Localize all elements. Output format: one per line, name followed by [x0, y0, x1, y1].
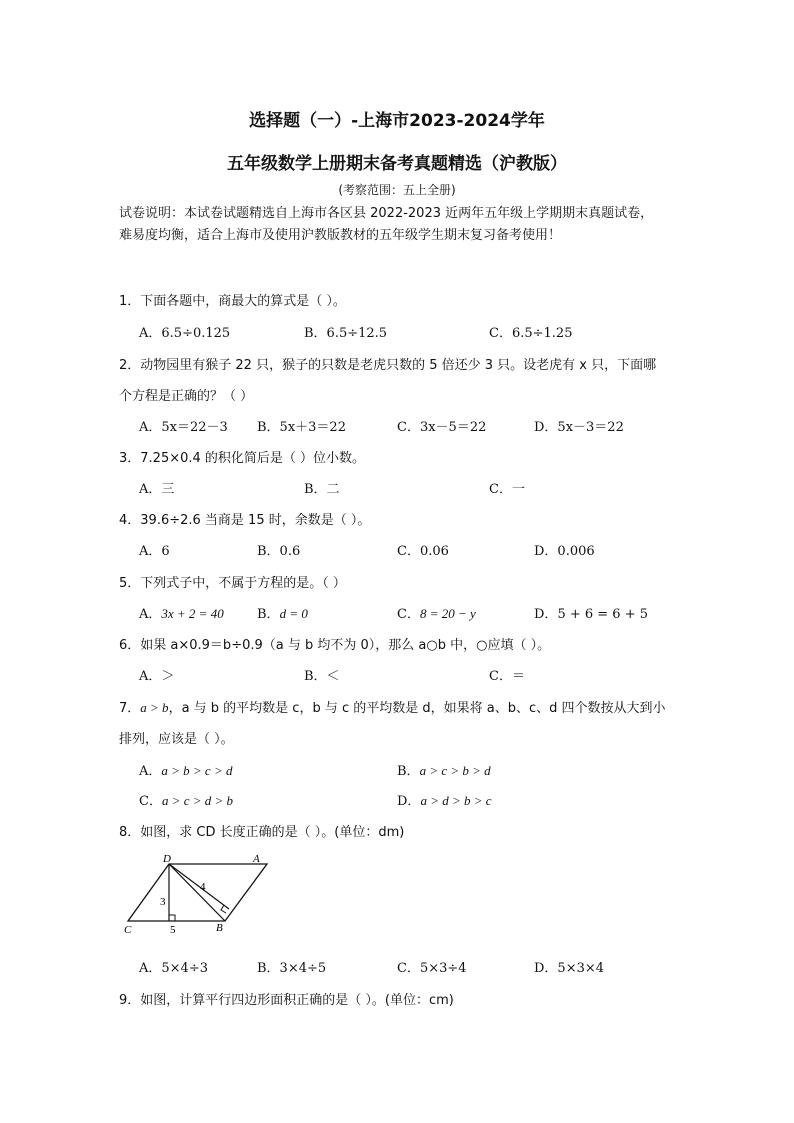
label-a: A — [253, 853, 260, 865]
q5-option-c[interactable] — [397, 603, 476, 622]
q5-option-d-expr: 5 + 6 = 6 + 5 — [557, 607, 648, 622]
q5-option-b[interactable] — [257, 603, 308, 622]
q8-parallelogram-figure — [120, 850, 280, 938]
intro-line-2: 难易度均衡，适合上海市及使用沪教版教材的五年级学生期末复习备考使用！ — [119, 228, 562, 243]
label-c: C — [124, 924, 132, 936]
q5-option-b-expr: d = 0 — [279, 606, 308, 621]
question-2-line-1: 2．动物园里有猴子 22 只，猴子的只数是老虎只数的 5 倍还少 3 只。设老虎有 x 只，下面哪 — [119, 358, 657, 373]
q8-option-d[interactable]: D．5×3×4 — [534, 961, 605, 976]
q7-option-a[interactable] — [139, 760, 232, 779]
q6-option-a[interactable]: A．＞ — [139, 669, 175, 684]
question-8: 8．如图，求 CD 长度正确的是（ ）。(单位：dm) — [119, 825, 405, 840]
q6-option-c[interactable]: C．＝ — [489, 669, 525, 684]
question-7-line-1 — [119, 697, 666, 716]
q5-option-a-label: A． — [139, 607, 162, 622]
q4-option-d[interactable]: D．0.006 — [534, 544, 595, 559]
q2-option-d[interactable]: D．5x－3＝22 — [534, 420, 624, 435]
q2-option-b[interactable]: B．5x＋3＝22 — [257, 420, 346, 435]
q7-option-c-expr: a > c > d > b — [161, 793, 234, 808]
q3-option-b[interactable]: B．二 — [304, 482, 340, 497]
question-2-line-2: 个方程是正确的？（ ） — [119, 389, 254, 404]
q3-option-a[interactable]: A．三 — [139, 482, 175, 497]
q5-option-d[interactable] — [534, 603, 648, 622]
q7-option-c-label: C． — [139, 794, 162, 809]
length-3: 3 — [160, 896, 166, 908]
q7-option-b[interactable] — [397, 760, 491, 779]
question-6: 6．如果 a×0.9＝b÷0.9（a 与 b 均不为 0），那么 a○b 中，○应填（ ）。 — [119, 638, 551, 653]
q7-option-a-label: A． — [139, 764, 162, 779]
question-9: 9．如图，计算平行四边形面积正确的是（ ）。(单位：cm) — [119, 993, 454, 1008]
q7-option-d[interactable] — [397, 790, 492, 809]
q7-option-a-expr: a > b > c > d — [161, 763, 233, 778]
page-subtitle: 五年级数学上册期末备考真题精选（沪教版） — [227, 154, 567, 174]
q7-option-d-label: D． — [397, 794, 421, 809]
q5-option-a[interactable] — [139, 603, 224, 622]
height-to-ab — [169, 864, 229, 909]
length-4: 4 — [200, 881, 206, 893]
question-3: 3．7.25×0.4 的积化简后是（ ）位小数。 — [119, 451, 366, 466]
right-angle-mark-1 — [169, 915, 175, 921]
q1-option-a[interactable]: A．6.5÷0.125 — [139, 326, 231, 341]
q7-option-b-expr: a > c > b > d — [419, 763, 491, 778]
exam-scope: (考察范围：五上全册) — [338, 183, 456, 197]
question-7-text: ，a 与 b 的平均数是 c，b 与 c 的平均数是 d，如果将 a、b、c、d 四个数按从大到小 — [168, 701, 666, 716]
q4-option-c[interactable]: C．0.06 — [397, 544, 449, 559]
label-d: D — [163, 853, 171, 865]
question-5: 5．下列式子中，不属于方程的是。（ ） — [119, 576, 346, 591]
q7-option-c[interactable] — [139, 790, 233, 809]
question-1: 1．下面各题中，商最大的算式是（ ）。 — [119, 294, 346, 309]
q8-option-b[interactable]: B．3×4÷5 — [257, 961, 327, 976]
page-title: 选择题（一）-上海市2023-2024学年 — [249, 111, 545, 131]
length-5: 5 — [170, 924, 176, 936]
q2-option-c[interactable]: C．3x－5＝22 — [397, 420, 487, 435]
q1-option-b[interactable]: B．6.5÷12.5 — [304, 326, 388, 341]
label-b: B — [216, 922, 223, 934]
diagonal-db — [169, 864, 225, 921]
q2-option-a[interactable]: A．5x＝22－3 — [139, 420, 228, 435]
q5-option-c-expr: 8 = 20 − y — [419, 606, 476, 621]
q4-option-b[interactable]: B．0.6 — [257, 544, 301, 559]
q3-option-c[interactable]: C．一 — [489, 482, 525, 497]
q1-option-c[interactable]: C．6.5÷1.25 — [489, 326, 573, 341]
q8-option-a[interactable]: A．5×4÷3 — [139, 961, 208, 976]
q6-option-b[interactable]: B．＜ — [304, 669, 340, 684]
q4-option-a[interactable]: A．6 — [139, 544, 170, 559]
q5-option-b-label: B． — [257, 607, 280, 622]
q8-option-c[interactable]: C．5×3÷4 — [397, 961, 467, 976]
q5-option-a-expr: 3x + 2 = 40 — [161, 606, 224, 621]
question-4: 4．39.6÷2.6 当商是 15 时，余数是（ ）。 — [119, 513, 371, 528]
q7-option-d-expr: a > d > b > c — [420, 793, 492, 808]
question-7-condition: a > b — [140, 700, 169, 715]
q5-option-d-label: D． — [534, 607, 558, 622]
q5-option-c-label: C． — [397, 607, 420, 622]
question-7-number: 7． — [119, 701, 141, 716]
question-7-line-2: 排列，应该是（ ）。 — [119, 732, 234, 747]
q7-option-b-label: B． — [397, 764, 420, 779]
intro-line-1: 试卷说明：本试卷试题精选自上海市各区县 2022-2023 近两年五年级上学期期末真题试卷， — [119, 206, 654, 221]
